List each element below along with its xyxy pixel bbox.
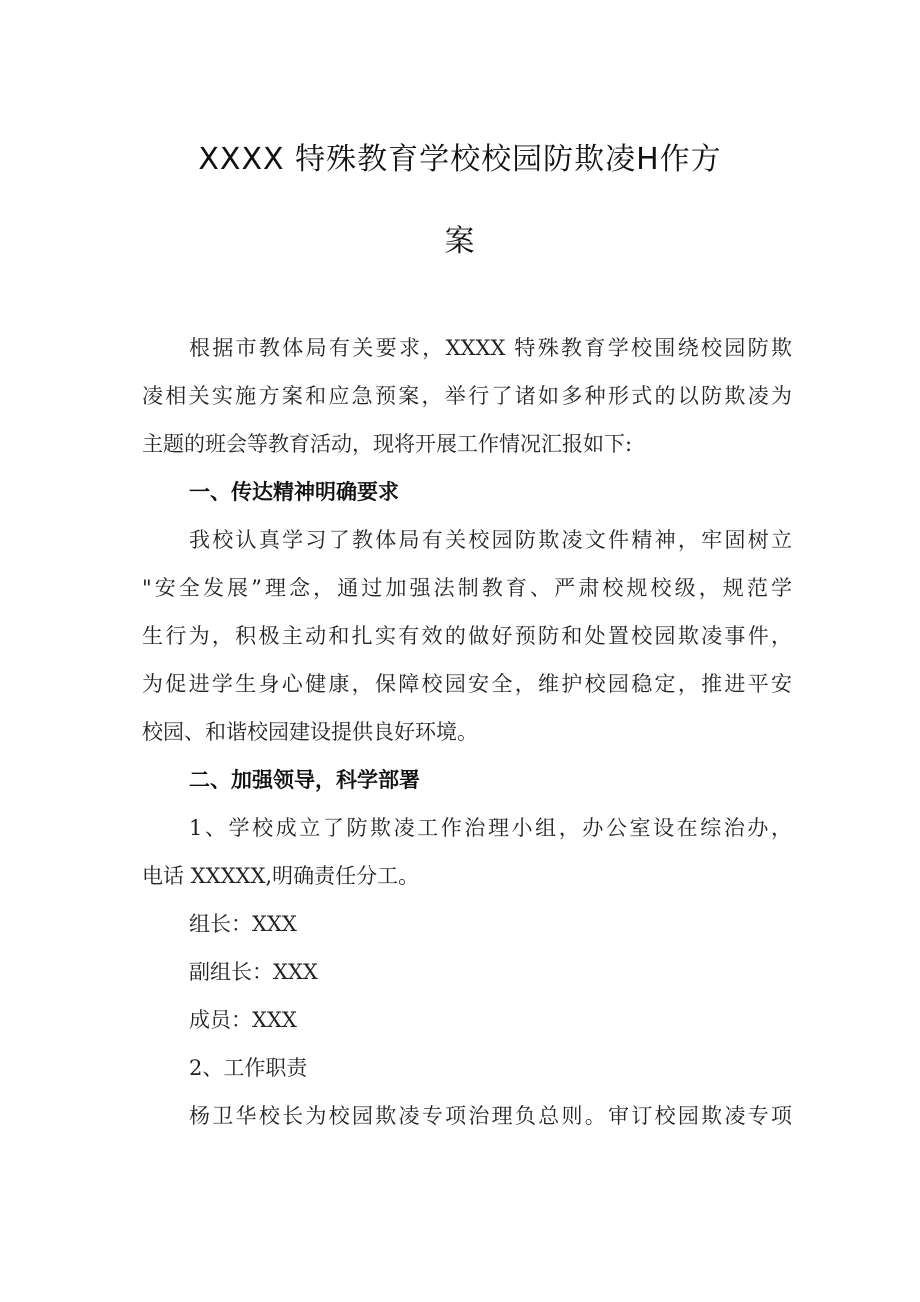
section-1-line-3: 生行为，积极主动和扎实有效的做好预防和处置校园欺凌事件， (142, 624, 792, 648)
member-line: 成员：XXX (189, 1008, 297, 1032)
document-title-line-1: XXXX 特殊教育学校校园防欺凌H作方 (198, 142, 722, 177)
deputy-leader-line: 副组长：XXX (189, 960, 318, 984)
section-2-item-2: 2、工作职责 (189, 1056, 308, 1080)
section-2-item-1-line-1: 1、学校成立了防欺凌工作治理小组，办公室设在综治办， (189, 816, 792, 840)
section-1-line-5: 校园、和谐校园建设提供良好环境。 (142, 720, 478, 744)
section-1-line-2: "安全发展”理念，通过加强法制教育、严肃校规校级，规范学 (142, 576, 792, 600)
section-2-item-1-line-2: 电话 XXXXX,明确责任分工。 (142, 864, 420, 888)
section-2-heading: 二、加强领导，科学部署 (189, 768, 420, 792)
section-1-heading: 一、传达精神明确要求 (189, 480, 399, 504)
intro-line-2: 凌相关实施方案和应急预案，举行了诸如多种形式的以防欺凌为 (142, 384, 792, 408)
intro-line-3: 主题的班会等教育活动，现将开展工作情况汇报如下: (142, 432, 633, 456)
duty-line: 杨卫华校长为校园欺凌专项治理负总则。审订校园欺凌专项 (189, 1104, 792, 1128)
intro-line-1: 根据市教体局有关要求，XXXX 特殊教育学校围绕校园防欺 (189, 336, 792, 360)
section-1-line-1: 我校认真学习了教体局有关校园防欺凌文件精神，牢固树立 (189, 528, 792, 552)
document-title-line-2: 案 (444, 224, 476, 259)
group-leader-line: 组长：XXX (189, 912, 297, 936)
section-1-line-4: 为促进学生身心健康，保障校园安全，维护校园稳定，推进平安 (142, 672, 792, 696)
